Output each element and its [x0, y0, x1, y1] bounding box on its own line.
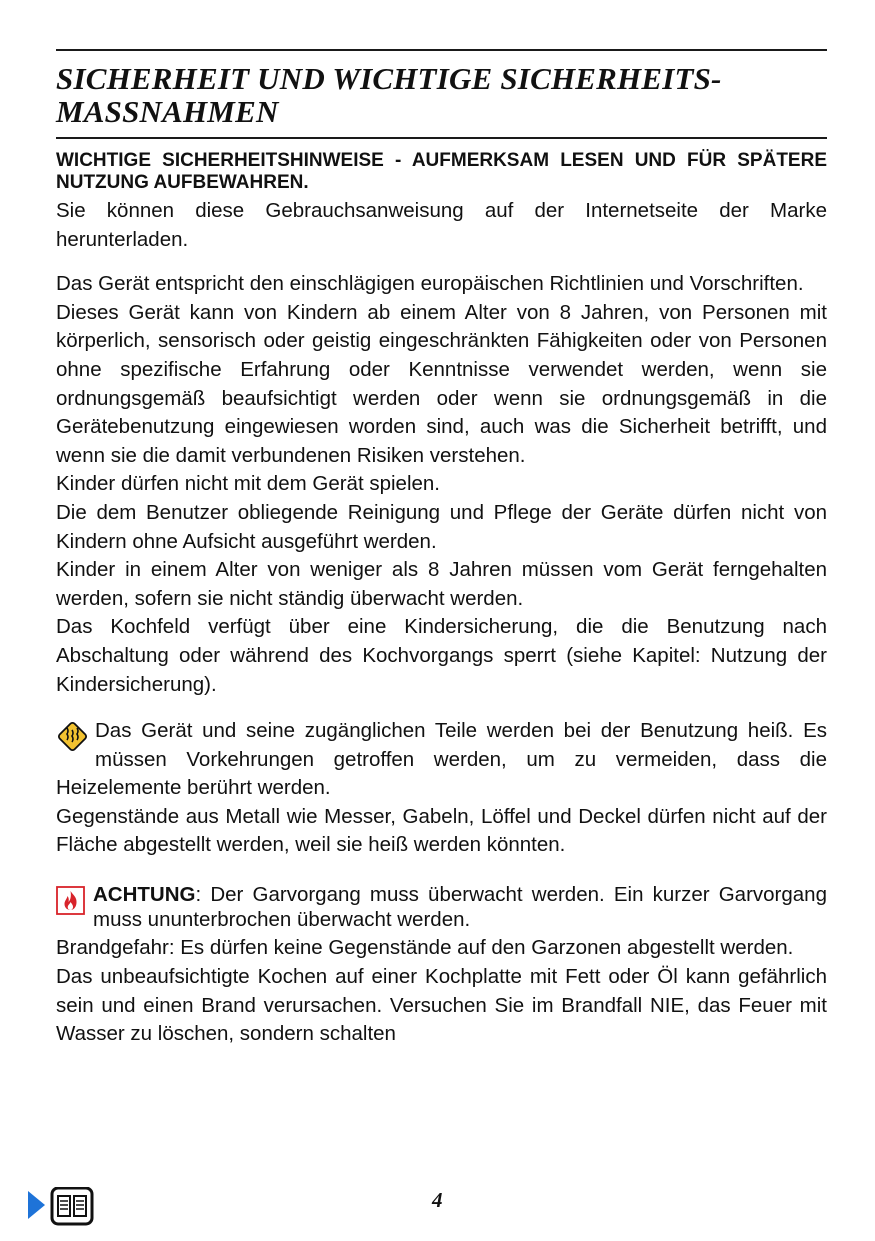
achtung-body: : Der Garvorgang muss überwacht werden. Ein kurzer Garvorgang muss ununterbrochen überwacht werden.: [93, 883, 827, 932]
next-page-arrow-icon[interactable]: [28, 1191, 45, 1219]
hot-warning-text: Das Gerät und seine zugänglichen Teile werden bei der Benutzung heiß. Es müssen Vorkehrungen getroffen werden, um zu vermeiden, dass die Heizelemente berührt werden.: [56, 719, 827, 800]
paragraph-children-usage: Dieses Gerät kann von Kindern ab einem Alter von 8 Jahren, von Personen mit körperlich, sensorisch oder geistig eingeschränkten Fähigkeiten oder von Personen ohne spezifische Erfahrung oder Kenntnisse verwendet werden, wenn sie ordnungsgemäß beaufsichtigt werden oder wenn sie ordnungsgemäß in die Gerätebenutzung eingewiesen worden sind, auch was die Sicherheit betrifft, und wenn sie die damit verbundenen Risiken verstehen.: [56, 300, 827, 467]
title-line-2: MASSNAHMEN: [56, 94, 279, 129]
oil-fire-text: Das unbeaufsichtigte Kochen auf einer Kochplatte mit Fett oder Öl kann gefährlich sein und einen Brand verursachen. Versuchen Sie im Brandfall NIE, das Feuer mit Wasser zu löschen, sondern schalten: [56, 965, 827, 1046]
important-notice: WICHTIGE SICHERHEITSHINWEISE - AUFMERKSAM LESEN UND FÜR SPÄTERE NUTZUNG AUFBEWAHREN.: [56, 150, 827, 193]
achtung-label: ACHTUNG: [93, 883, 196, 907]
fire-warning: [56, 882, 827, 1049]
paragraph-under-8: Kinder in einem Alter von weniger als 8 Jahren müssen vom Gerät ferngehalten werden, sofern sie nicht ständig überwacht werden.: [56, 558, 827, 610]
page-number: 4: [432, 1188, 443, 1212]
fire-hazard-icon: [56, 886, 85, 915]
title-underline: [56, 137, 827, 139]
spacer: [56, 254, 827, 270]
fire-risk-text: Brandgefahr: Es dürfen keine Gegenstände auf den Garzonen abgestellt werden.: [56, 936, 794, 960]
hot-surface-warning: [56, 717, 827, 860]
footer-navigation: [28, 1187, 98, 1232]
paragraph-eu-directives: Das Gerät entspricht den einschlägigen europäischen Richtlinien und Vorschriften.: [56, 272, 804, 296]
paragraph-download: Sie können diese Gebrauchsanweisung auf der Internetseite der Marke herunterladen.: [56, 199, 827, 251]
top-rule: [56, 49, 827, 51]
title-line-1: SICHERHEIT UND WICHTIGE SICHERHEITS-: [56, 61, 722, 96]
hot-warning-metal-objects: Gegenstände aus Metall wie Messer, Gabeln, Löffel und Deckel dürfen nicht auf der Fläche abgestellt werden, weil sie heiß werden könnten.: [56, 804, 827, 857]
achtung-text: [56, 882, 827, 932]
safety-content: [56, 150, 827, 1049]
manual-book-icon[interactable]: [52, 1188, 92, 1224]
paragraph-cleaning: Die dem Benutzer obliegende Reinigung und Pflege der Geräte dürfen nicht von Kindern ohne Aufsicht ausgeführt werden.: [56, 500, 827, 553]
paragraph-children-play: Kinder dürfen nicht mit dem Gerät spielen.: [56, 472, 440, 496]
page-title: [56, 62, 827, 128]
paragraph-child-lock: Das Kochfeld verfügt über eine Kindersicherung, die die Benutzung nach Abschaltung oder während des Kochvorgangs sperrt (siehe Kapitel: Nutzung der Kindersicherung).: [56, 615, 827, 696]
hot-surface-warning-icon: [56, 720, 89, 753]
